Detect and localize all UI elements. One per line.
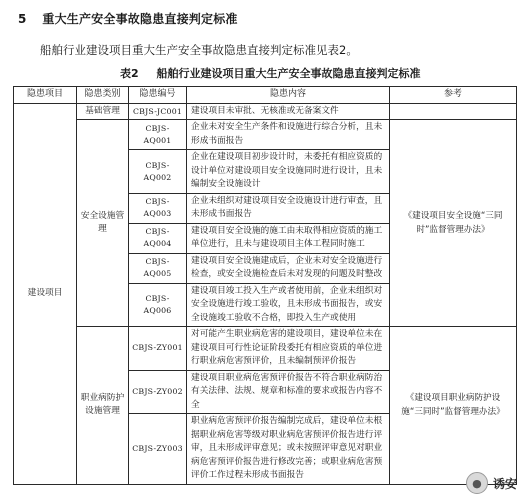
hazard-code: CBJS-AQ005 (129, 253, 187, 283)
watermark (466, 472, 517, 494)
watermark-text: 诱安 (492, 476, 517, 491)
hazard-code: CBJS-ZY002 (129, 370, 187, 413)
hazard-code: CBJS-ZY001 (129, 327, 187, 370)
section-number: 5 (18, 12, 27, 26)
section-heading (18, 10, 238, 27)
reference-empty (390, 104, 517, 120)
header-category: 隐患类别 (77, 87, 129, 104)
table-row (14, 104, 517, 120)
hazard-content: 职业病危害预评价报告编制完成后，建设单位未根据职业病危害等级对职业病危害预评价报告进行评审，且未形成评审意见；或未按照评审意见对职业病危害预评价报告进行修改完善；或职业病危害预评价工作过程未形成书面报告 (187, 414, 390, 484)
hazard-code: CBJS-AQ002 (129, 150, 187, 193)
table-row (14, 327, 517, 370)
hazard-content: 建设项目未审批、无核准或无备案文件 (187, 104, 390, 120)
category-safety: 安全设施管理 (77, 120, 129, 327)
hazard-content: 企业未对安全生产条件和设施进行综合分析，且未形成书面报告 (187, 120, 390, 150)
hazard-code: CBJS-JC001 (129, 104, 187, 120)
header-content: 隐患内容 (187, 87, 390, 104)
table-row (14, 120, 517, 150)
table-caption (120, 65, 421, 81)
hazard-code: CBJS-AQ004 (129, 223, 187, 253)
hazard-code: CBJS-AQ003 (129, 193, 187, 223)
hazard-content: 对可能产生职业病危害的建设项目，建设单位未在建设项目可行性论证阶段委托有相应资质的单位进行职业病危害预评价，且未编制预评价报告 (187, 327, 390, 370)
category-basic: 基础管理 (77, 104, 129, 120)
wechat-logo-icon: ● (466, 472, 488, 494)
hazard-code: CBJS-ZY003 (129, 414, 187, 484)
hazard-code: CBJS-AQ001 (129, 120, 187, 150)
project-cell: 建设项目 (14, 104, 77, 485)
intro-paragraph: 船舶行业建设项目重大生产安全事故隐患直接判定标准见表2。 (40, 43, 358, 57)
hazard-content: 建设项目安全设施建成后，企业未对安全设施进行检查，或安全设施检查后未对发现的问题及时整改 (187, 253, 390, 283)
section-title: 重大生产安全事故隐患直接判定标准 (42, 12, 238, 26)
hazard-content: 建设项目安全设施的施工由未取得相应资质的施工单位进行，且未与建设项目主体工程同时施工 (187, 223, 390, 253)
hazard-content: 企业未组织对建设项目安全设施设计进行审查，且未形成书面报告 (187, 193, 390, 223)
hazard-content: 建设项目竣工投入生产或者使用前，企业未组织对安全设施进行竣工验收，且未形成书面报告，或安全设施竣工验收不合格，即投入生产或使用 (187, 283, 390, 326)
hazard-content: 企业在建设项目初步设计时，未委托有相应资质的设计单位对建设项目安全设施同时进行设计，且未编制安全设施设计 (187, 150, 390, 193)
table-number: 表2 (120, 67, 139, 80)
reference-health: 《建设项目职业病防护设施“三同时”监督管理办法》 (390, 327, 517, 484)
header-code: 隐患编号 (129, 87, 187, 104)
category-health: 职业病防护设施管理 (77, 327, 129, 484)
reference-safety: 《建设项目安全设施“三同时”监督管理办法》 (390, 120, 517, 327)
header-project: 隐患项目 (14, 87, 77, 104)
table-header-row (14, 87, 517, 104)
hazard-code: CBJS-AQ006 (129, 283, 187, 326)
hazard-criteria-table (13, 86, 517, 485)
header-reference: 参考 (390, 87, 517, 104)
table-title: 船舶行业建设项目重大生产安全事故隐患直接判定标准 (156, 67, 421, 80)
hazard-content: 建设项目职业病危害预评价报告不符合职业病防治有关法律、法规、规章和标准的要求或报告内容不全 (187, 370, 390, 413)
